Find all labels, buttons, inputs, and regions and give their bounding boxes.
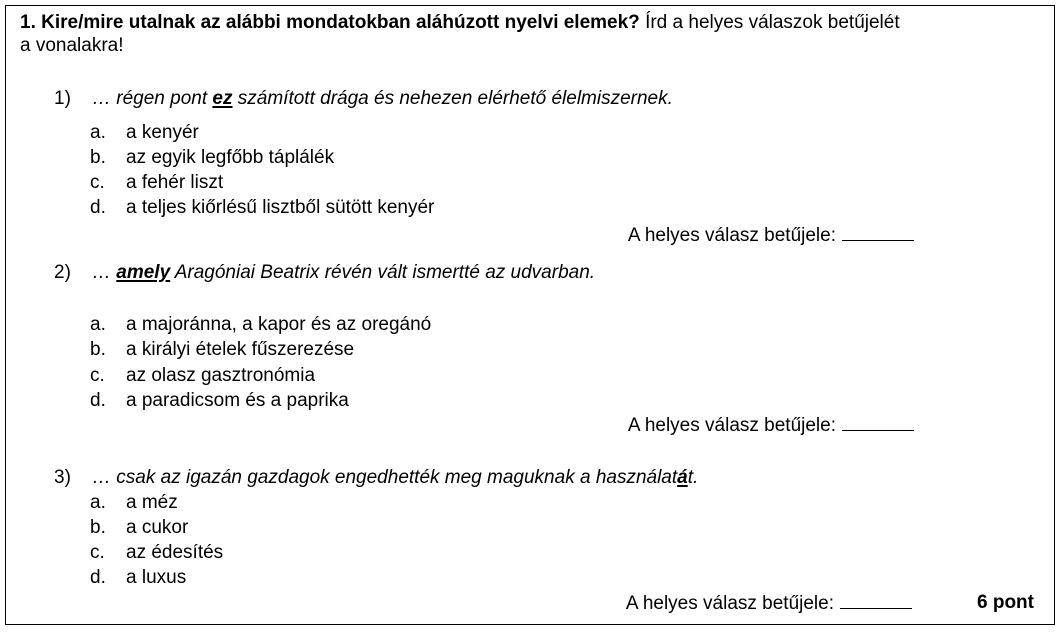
answer-blank[interactable] xyxy=(842,414,914,431)
answer-row-3 xyxy=(626,592,912,615)
option-letter: b. xyxy=(90,339,106,360)
underlined-term: ez xyxy=(212,88,233,109)
task-title xyxy=(20,12,900,34)
task-title-instruction: Írd a helyes válaszok betűjelét xyxy=(645,12,900,33)
answer-label: A helyes válasz betűjele: xyxy=(625,593,834,614)
answer-row-1 xyxy=(628,224,914,247)
option-text: a majoránna, a kapor és az oregánó xyxy=(126,314,432,335)
task-frame xyxy=(5,5,1055,625)
option-letter: d. xyxy=(90,567,106,588)
question-text-before: … csak az igazán gazdagok engedhették meg maguknak a használat xyxy=(92,467,678,488)
question-1 xyxy=(54,88,673,110)
option-letter: d. xyxy=(90,197,106,218)
task-title-line2: a vonalakra! xyxy=(20,35,124,56)
option-text: a paradicsom és a paprika xyxy=(126,390,349,411)
option-letter: c. xyxy=(90,542,105,563)
question-number: 1) xyxy=(54,88,71,109)
answer-row-2 xyxy=(628,414,914,437)
option-text: a cukor xyxy=(126,517,189,538)
option-text: a teljes kiőrlésű lisztből sütött kenyér xyxy=(126,197,435,218)
option-letter: c. xyxy=(90,172,105,193)
answer-label: A helyes válasz betűjele: xyxy=(627,415,836,436)
option-text: az olasz gasztronómia xyxy=(126,365,316,386)
question-text-before: … régen pont xyxy=(92,88,213,109)
question-text-after: Aragóniai Beatrix révén vált ismertté az udvarban. xyxy=(170,262,596,283)
question-2 xyxy=(54,262,595,284)
answer-blank[interactable] xyxy=(840,592,912,609)
option-letter: a. xyxy=(90,314,106,335)
option-text: az édesítés xyxy=(126,542,224,563)
underlined-term: amely xyxy=(116,262,171,283)
option-letter: b. xyxy=(90,147,106,168)
question-text-after: . xyxy=(693,467,699,488)
option-text: a méz xyxy=(126,492,178,513)
option-text: az egyik legfőbb táplálék xyxy=(126,147,335,168)
question-number: 3) xyxy=(54,467,71,488)
answer-blank[interactable] xyxy=(842,224,914,241)
points-label: 6 pont xyxy=(977,592,1034,613)
option-letter: d. xyxy=(90,390,106,411)
question-number: 2) xyxy=(54,262,71,283)
option-letter: b. xyxy=(90,517,106,538)
question-3 xyxy=(54,467,698,489)
underlined-term: á xyxy=(677,467,688,488)
question-text-after: számított drága és nehezen elérhető élelmiszernek. xyxy=(232,88,673,109)
answer-label: A helyes válasz betűjele: xyxy=(627,225,836,246)
option-text: a kenyér xyxy=(126,122,199,143)
question-text-tail: t xyxy=(687,467,694,488)
task-title-bold: 1. Kire/mire utalnak az alábbi mondatokban aláhúzott nyelvi elemek? xyxy=(20,12,640,33)
option-text: a fehér liszt xyxy=(126,172,224,193)
option-text: a luxus xyxy=(126,567,187,588)
option-letter: a. xyxy=(90,122,106,143)
option-text: a királyi ételek fűszerezése xyxy=(126,339,355,360)
question-text-before: … xyxy=(92,262,117,283)
option-letter: c. xyxy=(90,365,105,386)
option-letter: a. xyxy=(90,492,106,513)
